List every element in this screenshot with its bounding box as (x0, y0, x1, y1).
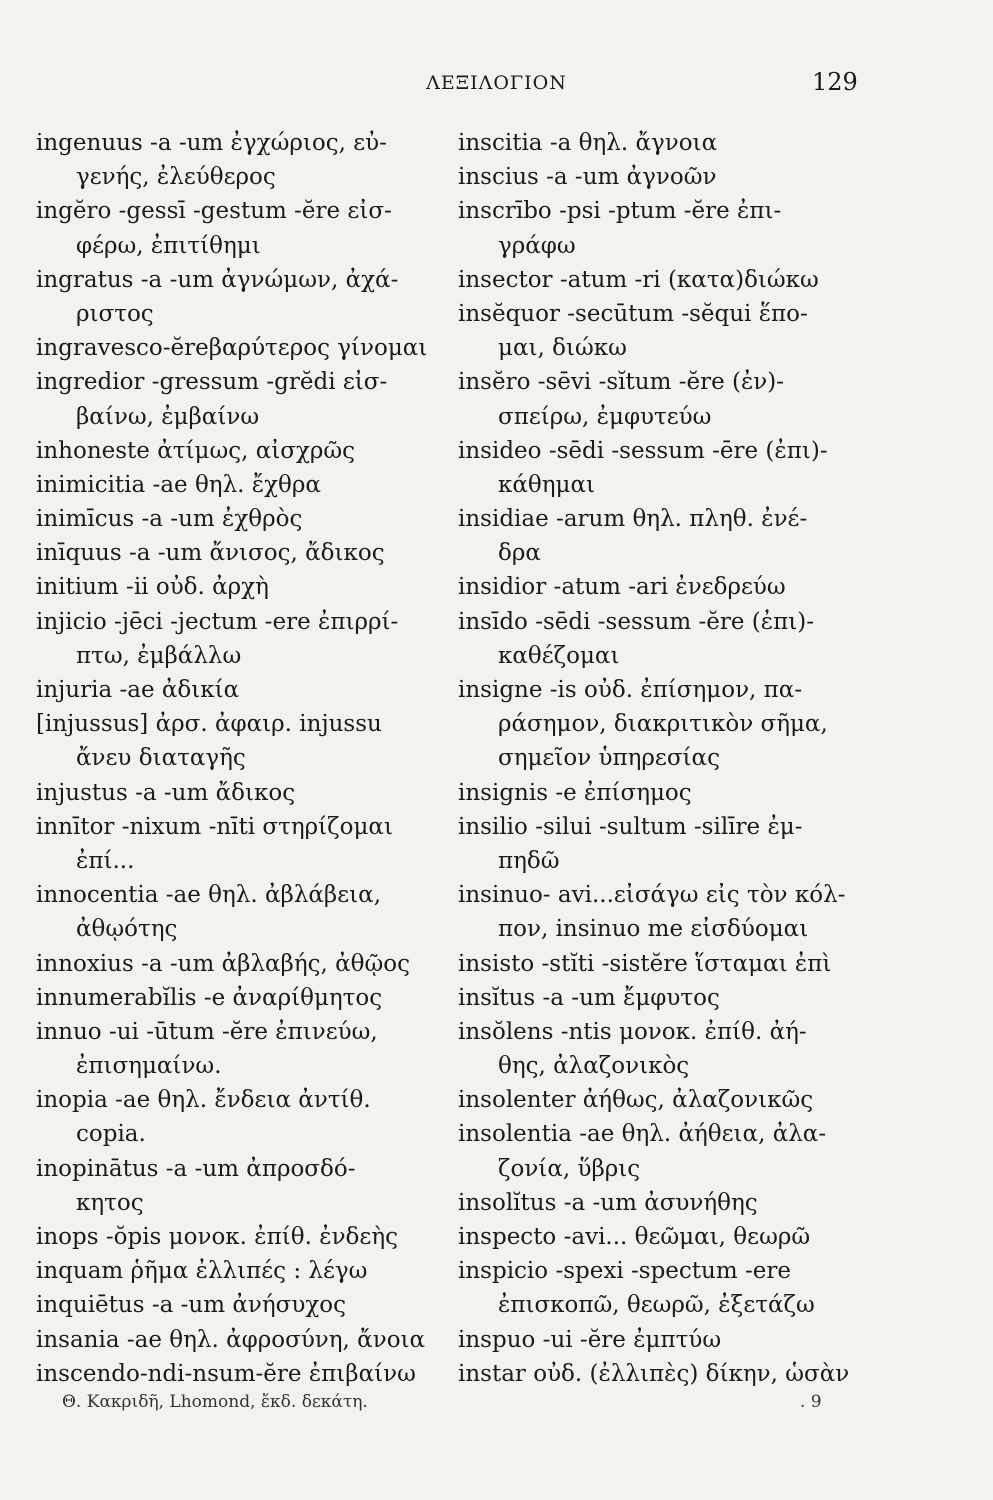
dictionary-line: insīdo -sēdi -sessum -ĕre (ἐπι)- (458, 608, 815, 635)
dictionary-line: δρα (498, 540, 541, 567)
dictionary-line: ingravesco-ĕreβαρύτερος γίνομαι (36, 335, 428, 362)
dictionary-line: γράφω (498, 232, 576, 259)
dictionary-line: innumerabĭlis -e ἀναρίθμητος (36, 984, 383, 1011)
dictionary-line: insolentia -ae θηλ. ἀήθεια, ἀλα- (458, 1121, 827, 1148)
dictionary-line: inopia -ae θηλ. ἔνδεια ἀντίθ. (36, 1087, 371, 1114)
dictionary-line: πηδῶ (498, 847, 560, 874)
dictionary-line: insolenter ἀήθως, ἀλαζονικῶς (458, 1087, 814, 1114)
dictionary-line: insector -atum -ri (κατα)διώκω (458, 266, 819, 293)
dictionary-line: σημεῖον ὑπηρεσίας (498, 745, 720, 772)
dictionary-line: insĕquor -secūtum -sĕqui ἕπο- (458, 300, 808, 327)
dictionary-line: insidior -atum -ari ἐνεδρεύω (458, 574, 786, 601)
dictionary-line: inquiētus -a -um ἀνήσυχος (36, 1292, 346, 1319)
dictionary-line: initium -ii οὐδ. ἀρχὴ (36, 574, 269, 601)
dictionary-line: βαίνω, ἐμβαίνω (76, 403, 260, 430)
dictionary-line: insilio -silui -sultum -silīre ἐμ- (458, 813, 803, 840)
dictionary-line: innoxius -a -um ἀβλαβής, ἀθῷος (36, 950, 410, 977)
dictionary-line: ingĕro -gessī -gestum -ĕre εἰσ- (36, 198, 392, 225)
dictionary-line: ἐπί... (76, 847, 135, 874)
dictionary-line: σπείρω, ἐμφυτεύω (498, 403, 712, 430)
dictionary-line: insĕro -sēvi -sĭtum -ĕre (ἐν)- (458, 369, 785, 396)
footer-credit: Θ. Κακριδῆ, Lhomond, ἔκδ. δεκάτη. (62, 1392, 368, 1412)
dictionary-line: injustus -a -um ἄδικος (36, 779, 296, 806)
dictionary-line: ἐπισκοπῶ, θεωρῶ, ἐξετάζω (498, 1292, 815, 1319)
dictionary-line: insĭtus -a -um ἔμφυτος (458, 984, 720, 1011)
dictionary-line: inscendo-ndi-nsum-ĕre ἐπιβαίνω (36, 1360, 416, 1387)
running-head: ΛΕΞΙΛΟΓΙΟΝ (426, 72, 567, 94)
dictionary-line: inimīcus -a -um ἐχθρὸς (36, 506, 303, 533)
dictionary-line: πτω, ἐμβάλλω (76, 642, 242, 669)
dictionary-line: inhoneste ἀτίμως, αἰσχρῶς (36, 437, 356, 464)
dictionary-line: ἐπισημαίνω. (76, 1053, 222, 1080)
dictionary-line: insigne -is οὐδ. ἐπίσημον, πα- (458, 677, 803, 703)
dictionary-line: ἀθῳότης (76, 916, 178, 943)
dictionary-line: insignis -e ἐπίσημος (458, 779, 692, 806)
left-column (36, 126, 464, 1391)
dictionary-line: inīquus -a -um ἄνισος, ἄδικος (36, 540, 385, 567)
dictionary-line: insidiae -arum θηλ. πληθ. ἐνέ- (458, 506, 808, 533)
page-number: 129 (812, 68, 858, 96)
dictionary-line: ριστος (76, 300, 154, 327)
dictionary-line: γενής, ἐλεύθερος (76, 164, 276, 191)
dictionary-line: θης, ἀλαζονικὸς (498, 1053, 690, 1080)
dictionary-line: inscrībo -psi -ptum -ĕre ἐπι- (458, 198, 782, 225)
dictionary-line: ingratus -a -um ἀγνώμων, ἀχά- (36, 266, 399, 293)
dictionary-line: inops -ŏpis μονοκ. ἐπίθ. ἐνδεὴς (36, 1224, 398, 1250)
dictionary-line: ingenuus -a -um ἐγχώριος, εὐ- (36, 130, 387, 156)
dictionary-line: ἄνευ διαταγῆς (76, 745, 246, 772)
dictionary-line: inscius -a -um ἀγνοῶν (458, 164, 717, 191)
dictionary-line: καθέζομαι (498, 642, 620, 669)
dictionary-line: inspuo -ui -ĕre ἐμπτύω (458, 1326, 722, 1353)
dictionary-line: ζονία, ὕβρις (498, 1155, 641, 1182)
dictionary-line: injicio -jēci -jectum -ere ἐπιρρί- (36, 608, 399, 635)
dictionary-line: [injussus] ἀρσ. ἀφαιρ. injussu (36, 711, 382, 738)
dictionary-line: μαι, διώκω (498, 335, 627, 362)
dictionary-line: instar οὐδ. (ἐλλιπὲς) δίκην, ὡσὰν (458, 1360, 850, 1387)
dictionary-line: insisto -stĭti -sistĕre ἵσταμαι ἐπὶ (458, 950, 832, 977)
dictionary-line: inscitia -a θηλ. ἄγνοια (458, 130, 718, 156)
dictionary-line: insideo -sēdi -sessum -ēre (ἐπι)- (458, 437, 828, 464)
dictionary-line: πον, insinuo me εἰσδύομαι (498, 916, 809, 943)
dictionary-line: insinuo- avi...εἰσάγω εἰς τὸν κόλ- (458, 882, 846, 909)
dictionary-line: φέρω, ἐπιτίθημι (76, 232, 261, 259)
dictionary-line: ράσημον, διακριτικὸν σῆμα, (498, 711, 828, 738)
dictionary-line: innītor -nixum -nīti στηρίζομαι (36, 813, 393, 840)
dictionary-line: inquam ῥῆμα ἐλλιπές : λέγω (36, 1258, 368, 1285)
dictionary-line: injuria -ae ἀδικία (36, 677, 240, 703)
dictionary-line: inspecto -avi... θεῶμαι, θεωρῶ (458, 1224, 811, 1250)
dictionary-line: κητος (76, 1189, 144, 1216)
dictionary-line: inimicitia -ae θηλ. ἔχθρα (36, 471, 321, 498)
right-column (458, 126, 868, 1391)
dictionary-line: κάθημαι (498, 471, 596, 498)
dictionary-line: inspicio -spexi -spectum -ere (458, 1258, 791, 1285)
dictionary-line: insŏlens -ntis μονοκ. ἐπίθ. ἀή- (458, 1018, 807, 1045)
dictionary-line: inopinātus -a -um ἀπροσδό- (36, 1155, 356, 1182)
dictionary-line: copia. (76, 1121, 146, 1148)
dictionary-line: ingredior -gressum -grĕdi εἰσ- (36, 369, 388, 396)
dictionary-line: insania -ae θηλ. ἀφροσύνη, ἄνοια (36, 1326, 426, 1353)
dictionary-line: insolĭtus -a -um ἀσυνήθης (458, 1189, 758, 1216)
dictionary-line: innocentia -ae θηλ. ἀβλάβεια, (36, 882, 381, 909)
dictionary-line: innuo -ui -ūtum -ĕre ἐπινεύω, (36, 1018, 378, 1045)
footer-signature-mark: . 9 (800, 1392, 822, 1412)
